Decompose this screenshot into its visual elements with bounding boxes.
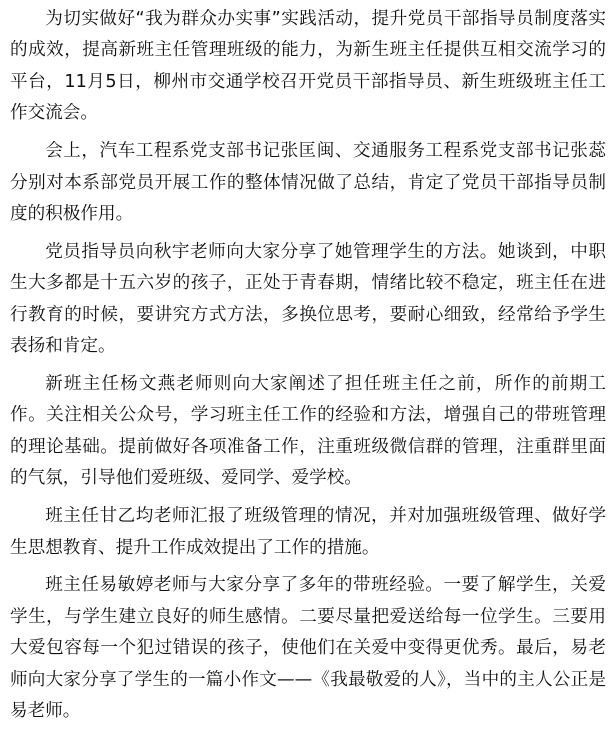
paragraph-gan-yijun: 班主任甘乙均老师汇报了班级管理的情况，并对加强班级管理、做好学生思想教育、提升工作成效提出了工作的措施。	[10, 506, 606, 558]
paragraph-party-secretaries: 会上，汽车工程系党支部书记张匡闽、交通服务工程系党支部书记张蕊分别对本系部党员开展工作的整体情况做了总结，肯定了党员干部指导员制度的积极作用。	[10, 141, 606, 224]
paragraph-yang-wenyan: 新班主任杨文燕老师则向大家阐述了担任班主任之前，所作的前期工作。关注相关公众号，学习班主任工作的经验和方法，增强自己的带班管理的理论基础。提前做好各项准备工作，注重班级微信群的管理，注重群里面的气氛，引导他们爱班级、爱同学、爱学校。	[10, 373, 606, 489]
paragraph-yi-minting: 班主任易敏婷老师与大家分享了多年的带班经验。一要了解学生，关爱学生，与学生建立良好的师生感情。二要尽量把爱送给每一位学生。三要用大爱包容每一个犯过错误的孩子，使他们在关爱中变得更优秀。最后，易老师向大家分享了学生的一篇小作文——《我最敬爱的人》，当中的主人公正是易老师。	[10, 575, 606, 722]
paragraph-xiang-qiuyu: 党员指导员向秋宇老师向大家分享了她管理学生的方法。她谈到，中职生大多都是十五六岁的孩子，正处于青春期，情绪比较不稳定，班主任在进行教育的时候，要讲究方式方法，多换位思考，要耐心细致，经常给予学生表扬和肯定。	[10, 241, 606, 357]
article-body	[10, 0, 606, 734]
paragraph-intro: 为切实做好“我为群众办实事”实践活动，提升党员干部指导员制度落实的成效，提高新班主任管理班级的能力，为新生班主任提供互相交流学习的平台，11月5日，柳州市交通学校召开党员干部指导员、新生班级班主任工作交流会。	[10, 9, 606, 124]
